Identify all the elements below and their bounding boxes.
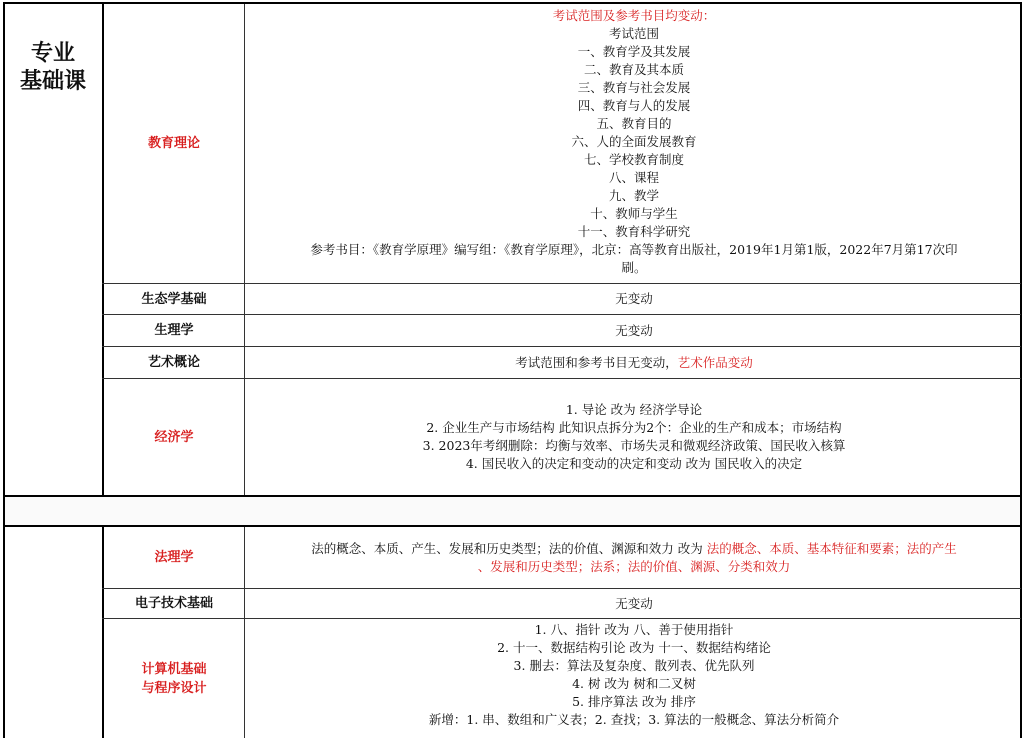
content-jurisprudence <box>246 527 1022 588</box>
change-highlight: 艺术作品变动 <box>677 354 753 370</box>
subject-name: 教育理论 <box>147 136 200 151</box>
content-electronics <box>246 589 1022 618</box>
list-item: 2. 企业生产与市场结构 此知识点拆分为2个：企业的生产和成本；市场结构 <box>426 420 842 435</box>
change-highlight: 法的概念、本质、基本特征和要素；法的产生 <box>706 540 957 556</box>
reference-book-text-cont: 刷。 <box>621 260 647 275</box>
row-line-thick <box>3 495 1022 497</box>
table-divider-subject <box>244 2 245 496</box>
reference-book-text: 参考书目：《教育学原理》编写组：《教育学原理》，北京：高等教育出版社，2019年1月第1版，2022年7月第17次印 <box>310 242 958 257</box>
table-divider-subject-2 <box>244 526 245 738</box>
subject-jurisprudence <box>104 527 244 588</box>
list-item: 九、教学 <box>608 188 659 203</box>
list-item: 1. 八、指针 改为 八、善于使用指针 <box>534 622 734 637</box>
status-text: 无变动 <box>615 322 653 338</box>
content-education-theory <box>246 7 1022 277</box>
subject-physiology <box>104 315 244 346</box>
status-text: 无变动 <box>615 595 653 611</box>
notice-text: 考试范围及参考书目均变动： <box>552 8 716 23</box>
status-text: 考试范围和参考书目无变动， <box>515 354 678 370</box>
list-item: 四、教育与人的发展 <box>577 98 691 113</box>
list-item: 3. 删去：算法及复杂度、散列表、优先队列 <box>513 658 755 673</box>
list-item: 二、教育及其本质 <box>583 62 684 77</box>
list-item: 五、教育目的 <box>596 116 672 131</box>
list-item: 一、教育学及其发展 <box>577 44 691 59</box>
subject-name: 生态学基础 <box>141 291 207 307</box>
category-line1: 专业 <box>30 41 75 66</box>
subject-ecology <box>104 284 244 314</box>
table-border-left <box>3 2 5 738</box>
subject-economics <box>104 379 244 495</box>
list-item: 4. 国民收入的决定和变动的决定和变动 改为 国民收入的决定 <box>465 456 803 471</box>
content-physiology <box>246 315 1022 346</box>
subject-name: 电子技术基础 <box>134 596 213 611</box>
subject-name: 生理学 <box>154 323 194 338</box>
list-item: 考试范围 <box>608 26 659 41</box>
subject-electronics <box>104 589 244 618</box>
list-item: 十一、教育科学研究 <box>577 224 691 239</box>
list-item: 六、人的全面发展教育 <box>571 134 697 149</box>
content-economics <box>246 379 1022 495</box>
list-item: 七、学校教育制度 <box>583 152 684 167</box>
list-item: 1. 导论 改为 经济学导论 <box>565 402 703 417</box>
content-ecology <box>246 284 1022 314</box>
subject-art-theory <box>104 347 244 378</box>
list-item: 十、教师与学生 <box>590 206 678 221</box>
status-text: 无变动 <box>615 291 653 306</box>
subject-name: 经济学 <box>154 429 194 445</box>
subject-education-theory <box>104 4 244 283</box>
list-item: 4. 树 改为 树和二叉树 <box>572 676 696 691</box>
list-item: 3. 2023年考纲删除：均衡与效率、市场失灵和微观经济政策、国民收入核算 <box>422 438 846 453</box>
change-highlight-cont: 、发展和历史类型；法系；法的价值、渊源、分类和效力 <box>477 558 791 574</box>
list-item: 5. 排序算法 改为 排序 <box>572 694 696 709</box>
list-item: 2. 十一、数据结构引论 改为 十一、数据结构绪论 <box>497 640 771 655</box>
table-spacer-row <box>4 496 1022 526</box>
list-item: 三、教育与社会发展 <box>577 80 691 95</box>
subject-name-line2: 与程序设计 <box>141 680 207 696</box>
content-art-theory <box>246 347 1022 378</box>
subject-computer-programming <box>104 619 244 738</box>
original-text: 法的概念、本质、产生、发展和历史类型；法的价值、渊源和效力 改为 <box>311 540 707 556</box>
subject-name: 法理学 <box>154 550 194 565</box>
list-item: 八、课程 <box>608 170 659 185</box>
category-line2: 基础课 <box>19 69 86 94</box>
list-item: 新增：1. 串、数组和广义表；2. 查找；3. 算法的一般概念、算法分析简介 <box>428 712 840 727</box>
category-label <box>4 40 102 96</box>
subject-name-line1: 计算机基础 <box>141 661 207 677</box>
subject-name: 艺术概论 <box>147 355 200 370</box>
content-computer-programming <box>246 621 1022 729</box>
